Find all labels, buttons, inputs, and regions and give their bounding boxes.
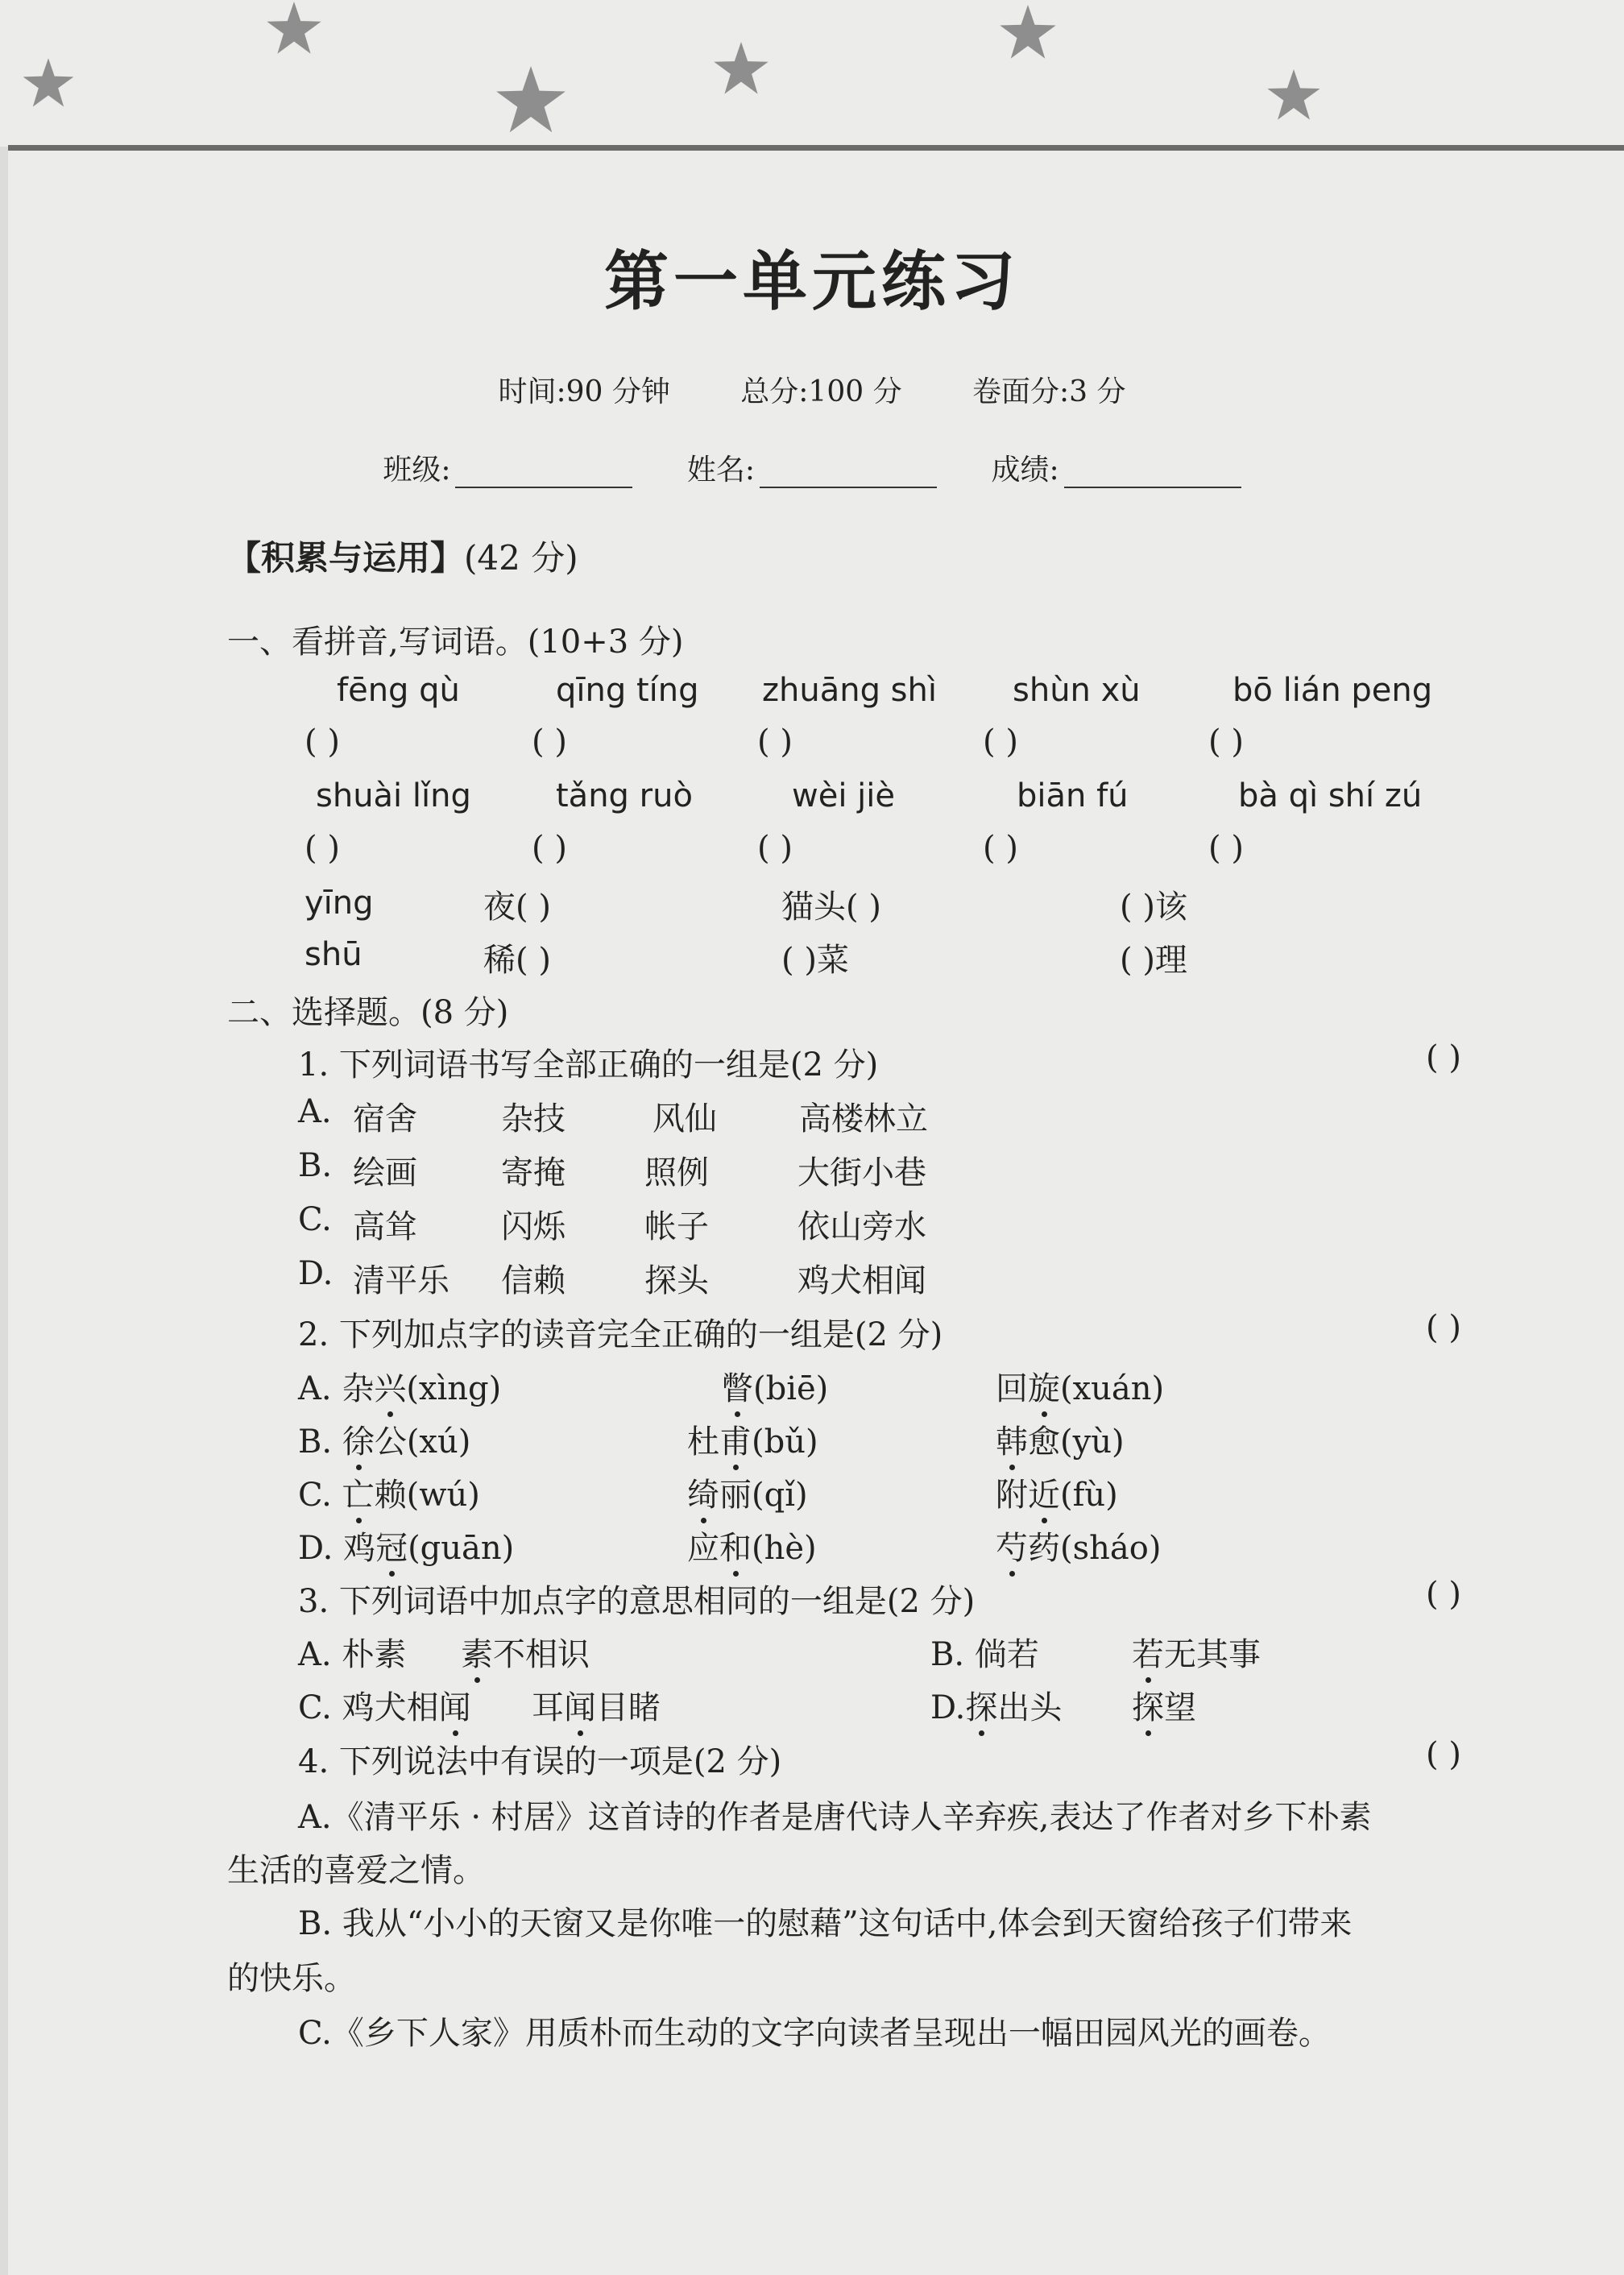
word: 高耸 bbox=[353, 1208, 417, 1245]
word: 寄掩 bbox=[501, 1154, 566, 1191]
answer-blank[interactable]: ( ) bbox=[1208, 830, 1244, 867]
fill-blank[interactable]: 稀( ) bbox=[483, 942, 551, 979]
star-icon bbox=[1266, 69, 1321, 121]
statement-c: C.《乡下人家》用质朴而生动的文字向读者呈现出一幅田园风光的画卷。 bbox=[298, 2015, 1331, 2052]
fill-blank[interactable]: 猫头( ) bbox=[781, 889, 881, 926]
word: 帐子 bbox=[644, 1208, 709, 1245]
pinyin: shuài lǐng bbox=[316, 777, 471, 814]
pron-option-b: B. 徐公(xú) bbox=[298, 1423, 471, 1461]
word: 高楼林立 bbox=[799, 1100, 928, 1138]
exam-total: 总分:100 分 bbox=[740, 375, 902, 408]
q2-1-stem: 1. 下列词语书写全部正确的一组是(2 分) bbox=[298, 1046, 879, 1084]
star-icon bbox=[23, 58, 74, 108]
pinyin: shùn xù bbox=[1013, 672, 1141, 709]
student-fields bbox=[0, 447, 1624, 488]
answer-blank[interactable]: ( ) bbox=[1208, 723, 1244, 760]
pron-word: 韩愈(yù) bbox=[996, 1423, 1125, 1461]
class-field[interactable] bbox=[455, 459, 632, 488]
word: 绘画 bbox=[353, 1154, 417, 1191]
word: 鸡犬相闻 bbox=[798, 1262, 926, 1299]
star-icon bbox=[713, 42, 769, 95]
answer-paren[interactable]: ( ) bbox=[1426, 1576, 1461, 1613]
statement-a: A.《清平乐 · 村居》这首诗的作者是唐代诗人辛弃疾,表达了作者对乡下朴素 bbox=[298, 1799, 1372, 1836]
q2-3-stem: 3. 下列词语中加点字的意思相同的一组是(2 分) bbox=[298, 1583, 976, 1620]
statement-a-cont: 生活的喜爱之情。 bbox=[227, 1852, 485, 1889]
pron-word: 附近(fù) bbox=[996, 1477, 1118, 1514]
header-rule bbox=[8, 145, 1624, 151]
statement-b-cont: 的快乐。 bbox=[227, 1960, 356, 1997]
statement-b: B. 我从“小小的天窗又是你唯一的慰藉”这句话中,体会到天窗给孩子们带来 bbox=[298, 1905, 1353, 1942]
q1-heading: 一、看拼音,写词语。(10+3 分) bbox=[227, 624, 684, 661]
word: 清平乐 bbox=[353, 1262, 450, 1299]
pron-word: 绮丽(qǐ) bbox=[687, 1477, 808, 1514]
exam-meta bbox=[0, 369, 1624, 410]
word: 探头 bbox=[644, 1262, 709, 1299]
pron-word: 瞥(biē) bbox=[721, 1370, 829, 1407]
meaning-option-b: B. 倘若 bbox=[930, 1636, 1039, 1673]
star-icon bbox=[999, 5, 1057, 60]
q2-4-stem: 4. 下列说法中有误的一项是(2 分) bbox=[298, 1743, 782, 1780]
pinyin: bō lián peng bbox=[1232, 672, 1433, 709]
meaning-option-c: C. 鸡犬相闻 bbox=[298, 1689, 471, 1726]
q2-heading: 二、选择题。(8 分) bbox=[227, 994, 509, 1031]
word: 风仙 bbox=[652, 1100, 717, 1138]
word: 信赖 bbox=[501, 1262, 566, 1299]
meaning-word: 耳闻目睹 bbox=[532, 1689, 661, 1726]
meaning-option-d: D.探出头 bbox=[930, 1689, 1063, 1726]
pinyin: biān fú bbox=[1017, 777, 1129, 814]
score-label: 成绩: bbox=[991, 454, 1059, 487]
pron-option-a: A. 杂兴(xìng) bbox=[298, 1370, 502, 1407]
q2-2-stem: 2. 下列加点字的读音完全正确的一组是(2 分) bbox=[298, 1316, 943, 1353]
pinyin: bà qì shí zú bbox=[1238, 777, 1423, 814]
answer-blank[interactable]: ( ) bbox=[532, 723, 567, 760]
word: 杂技 bbox=[501, 1100, 566, 1138]
section-heading: 【积累与运用】(42 分) bbox=[227, 538, 578, 578]
name-field[interactable] bbox=[760, 459, 937, 488]
pron-option-d: D. 鸡冠(guān) bbox=[298, 1530, 515, 1567]
answer-blank[interactable]: ( ) bbox=[983, 830, 1018, 867]
pinyin: fēng qù bbox=[337, 672, 460, 709]
pinyin: tǎng ruò bbox=[556, 777, 693, 814]
meaning-option-a: A. 朴素 bbox=[298, 1636, 407, 1673]
star-banner bbox=[0, 0, 1616, 147]
star-icon bbox=[495, 66, 566, 134]
option-label: C. bbox=[298, 1201, 332, 1238]
pinyin: yīng bbox=[304, 885, 374, 922]
meaning-word: 若无其事 bbox=[1132, 1636, 1261, 1673]
meaning-word: 素不相识 bbox=[461, 1636, 590, 1673]
word: 照例 bbox=[644, 1154, 709, 1191]
fill-blank[interactable]: 夜( ) bbox=[483, 889, 551, 926]
exam-neatness: 卷面分:3 分 bbox=[972, 375, 1126, 408]
answer-paren[interactable]: ( ) bbox=[1426, 1736, 1461, 1773]
option-label: D. bbox=[298, 1255, 334, 1292]
answer-blank[interactable]: ( ) bbox=[757, 723, 793, 760]
class-label: 班级: bbox=[383, 454, 451, 487]
pinyin: qīng tíng bbox=[556, 672, 699, 709]
pron-word: 回旋(xuán) bbox=[996, 1370, 1165, 1407]
star-icon bbox=[266, 2, 322, 55]
page-title: 第一单元练习 bbox=[604, 243, 1020, 319]
exam-time: 时间:90 分钟 bbox=[498, 375, 670, 408]
answer-blank[interactable]: ( ) bbox=[532, 830, 567, 867]
answer-blank[interactable]: ( ) bbox=[304, 723, 340, 760]
name-label: 姓名: bbox=[686, 454, 756, 487]
pinyin: zhuāng shì bbox=[762, 672, 937, 709]
pron-word: 芍药(sháo) bbox=[996, 1530, 1162, 1567]
pinyin: wèi jiè bbox=[792, 777, 895, 814]
fill-blank[interactable]: ( )菜 bbox=[781, 942, 849, 979]
fill-blank[interactable]: ( )理 bbox=[1120, 942, 1187, 979]
score-field[interactable] bbox=[1064, 459, 1241, 488]
answer-blank[interactable]: ( ) bbox=[983, 723, 1018, 760]
word: 宿舍 bbox=[353, 1100, 417, 1138]
pinyin: shū bbox=[304, 936, 362, 973]
option-label: A. bbox=[298, 1093, 332, 1130]
answer-paren[interactable]: ( ) bbox=[1426, 1039, 1461, 1076]
fill-blank[interactable]: ( )该 bbox=[1120, 889, 1187, 926]
option-label: B. bbox=[298, 1147, 333, 1184]
word: 闪烁 bbox=[501, 1208, 566, 1245]
answer-paren[interactable]: ( ) bbox=[1426, 1309, 1461, 1346]
pron-word: 杜甫(bǔ) bbox=[687, 1423, 818, 1461]
pron-word: 应和(hè) bbox=[687, 1530, 817, 1567]
pron-option-c: C. 亡赖(wú) bbox=[298, 1477, 480, 1514]
meaning-word: 探望 bbox=[1132, 1689, 1196, 1726]
answer-blank[interactable]: ( ) bbox=[304, 830, 340, 867]
word: 大街小巷 bbox=[798, 1154, 926, 1191]
answer-blank[interactable]: ( ) bbox=[757, 830, 793, 867]
word: 依山旁水 bbox=[798, 1208, 926, 1245]
